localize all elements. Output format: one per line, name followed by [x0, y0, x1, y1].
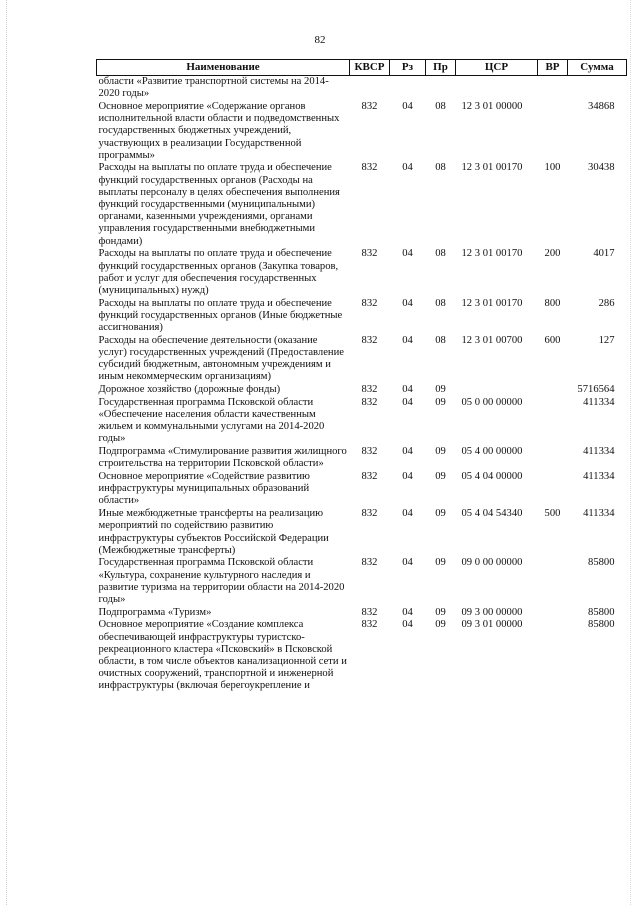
row-csr-cell: 05 4 04 54340 — [461, 508, 523, 520]
row-sum-cell: 85800 — [588, 606, 615, 618]
scan-right-edge — [630, 0, 632, 905]
table-row — [97, 101, 627, 163]
row-name-cell: Дорожное хозяйство (дорожные фонды) — [98, 384, 281, 396]
row-sum-cell: 411334 — [583, 471, 615, 482]
table-row — [97, 76, 627, 101]
row-kvsr-cell: 832 — [361, 446, 378, 458]
row-csr-cell: 12 3 01 00000 — [461, 100, 523, 112]
row-kvsr-cell — [350, 76, 390, 101]
row-kvsr-cell: 832 — [361, 396, 378, 408]
row-kvsr-cell: 832 — [361, 471, 378, 482]
row-csr-cell: 09 3 01 00000 — [461, 619, 523, 631]
row-sum-cell — [568, 76, 627, 101]
row-csr-cell: 12 3 01 00170 — [461, 297, 523, 309]
table-body — [97, 76, 627, 694]
row-kvsr-cell: 832 — [361, 248, 378, 260]
row-kvsr-cell: 832 — [361, 619, 378, 631]
row-sum-cell: 411334 — [583, 446, 615, 458]
row-pr-cell: 09 — [435, 508, 446, 520]
table-row — [97, 508, 627, 557]
row-sum-cell: 411334 — [583, 508, 615, 520]
row-name-cell: Основное мероприятие «Содействие развитию инфраструктуры муниципальных образований области» — [98, 471, 310, 507]
row-name-cell: области «Развитие транспортной системы на 2014-2020 годы» — [98, 76, 329, 100]
table-row — [97, 335, 627, 384]
row-name-cell: Подпрограмма «Туризм» — [98, 606, 212, 618]
row-rz-cell: 04 — [402, 471, 413, 482]
row-pr-cell: 08 — [435, 334, 446, 346]
row-rz-cell: 04 — [402, 297, 413, 309]
row-sum-cell: 34868 — [588, 100, 615, 112]
row-vr-cell: 800 — [544, 297, 561, 309]
table-row — [97, 557, 627, 606]
row-name-cell: Расходы на обеспечение деятельности (оказание услуг) государственных учреждений (Предоставление субсидий бюджетным, автономным учреждениям и иным некоммерческим организациям) — [98, 334, 344, 383]
table-row — [97, 384, 627, 397]
row-vr-cell: 200 — [544, 248, 561, 260]
row-kvsr-cell: 832 — [361, 297, 378, 309]
row-vr-cell: 600 — [544, 334, 561, 346]
row-name-cell: Расходы на выплаты по оплате труда и обеспечение функций государственных органов (Закупка товаров, работ и услуг для обеспечения государственных (муниципальных) нужд) — [98, 248, 339, 296]
row-pr-cell: 09 — [435, 471, 446, 482]
row-vr-cell — [538, 397, 568, 446]
header-name: Наименование — [97, 60, 350, 76]
row-rz-cell: 04 — [402, 334, 413, 346]
row-kvsr-cell: 832 — [361, 557, 378, 569]
row-csr-cell: 12 3 01 00700 — [461, 334, 523, 346]
row-pr-cell: 09 — [435, 619, 446, 631]
row-csr-cell: 05 0 00 00000 — [461, 396, 523, 408]
row-rz-cell: 04 — [402, 619, 413, 631]
row-csr-cell — [456, 384, 538, 397]
row-rz-cell: 04 — [402, 384, 413, 396]
row-rz-cell: 04 — [402, 248, 413, 260]
row-pr-cell: 09 — [435, 446, 446, 458]
row-pr-cell: 08 — [435, 248, 446, 260]
table-row — [97, 298, 627, 335]
row-pr-cell: 09 — [435, 557, 446, 569]
row-name-cell: Государственная программа Псковской области «Культура, сохранение культурного наследия и развитие туризма на территории области на 2014-2020 годы» — [98, 557, 345, 606]
header-vr: ВР — [538, 60, 568, 76]
row-rz-cell — [390, 76, 426, 101]
row-sum-cell: 85800 — [588, 557, 615, 569]
header-csr: ЦСР — [456, 60, 538, 76]
row-vr-cell — [538, 471, 568, 508]
row-name-cell: Основное мероприятие «Создание комплекса обеспечивающей инфраструктуры туристско-рекреационного кластера «Псковский» в Псковской области, в том числе объектов канализационной сети и очистных сооружений, транспортной и инженерной инфраструктуры (включая берегоукрепление и — [98, 619, 347, 692]
row-pr-cell: 08 — [435, 162, 446, 174]
table-row — [97, 607, 627, 620]
row-pr-cell: 08 — [435, 297, 446, 309]
table-header — [97, 60, 627, 76]
row-rz-cell: 04 — [402, 162, 413, 174]
row-csr-cell: 12 3 01 00170 — [461, 248, 523, 260]
row-kvsr-cell: 832 — [361, 162, 378, 174]
budget-table — [96, 59, 627, 693]
row-sum-cell: 286 — [598, 297, 615, 309]
row-csr-cell: 05 4 00 00000 — [461, 446, 523, 458]
row-kvsr-cell: 832 — [361, 100, 378, 112]
row-vr-cell — [538, 607, 568, 620]
header-pr: Пр — [426, 60, 456, 76]
header-sum: Сумма — [568, 60, 627, 76]
row-sum-cell: 127 — [598, 334, 615, 346]
row-sum-cell: 30438 — [588, 162, 615, 174]
row-kvsr-cell: 832 — [361, 508, 378, 520]
row-pr-cell: 08 — [435, 100, 446, 112]
page-number: 82 — [314, 34, 326, 46]
row-name-cell: Государственная программа Псковской области «Обеспечение населения области качественным жильем и коммунальными услугами на 2014-2020 годы» — [98, 396, 325, 445]
table-row — [97, 248, 627, 297]
row-vr-cell — [538, 557, 568, 606]
row-rz-cell: 04 — [402, 446, 413, 458]
row-name-cell: Расходы на выплаты по оплате труда и обеспечение функций государственных органов (Расходы на выплаты персоналу в целях обеспечения выполнения функций государственными (муниципальными) органами, казенными учреждениями, органами управления государственными внебюджетными фондами) — [98, 162, 340, 247]
row-name-cell: Расходы на выплаты по оплате труда и обеспечение функций государственных органов (Иные бюджетные ассигнования) — [98, 297, 343, 334]
scan-left-edge — [6, 0, 8, 905]
row-sum-cell: 411334 — [583, 396, 615, 408]
table-row — [97, 397, 627, 446]
row-csr-cell: 09 0 00 00000 — [461, 557, 523, 569]
row-name-cell: Основное мероприятие «Содержание органов исполнительной власти области и подведомственных государственных бюджетных учреждений, участвующих в реализации Государственной программы» — [98, 100, 340, 161]
row-pr-cell — [426, 76, 456, 101]
row-rz-cell: 04 — [402, 100, 413, 112]
row-vr-cell — [538, 76, 568, 101]
row-name-cell: Подпрограмма «Стимулирование развития жилищного строительства на территории Псковской области» — [98, 446, 347, 470]
row-csr-cell — [456, 76, 538, 101]
row-csr-cell: 09 3 00 00000 — [461, 606, 523, 618]
row-sum-cell: 4017 — [593, 248, 615, 260]
row-vr-cell — [538, 446, 568, 471]
row-csr-cell: 12 3 01 00170 — [461, 162, 523, 174]
row-name-cell: Иные межбюджетные трансферты на реализацию мероприятий по содействию развитию инфраструктуры субъектов Российской Федерации (Межбюджетные трансферты) — [98, 508, 329, 556]
table-row — [97, 162, 627, 248]
row-kvsr-cell: 832 — [361, 606, 378, 618]
table-row — [97, 471, 627, 508]
row-rz-cell: 04 — [402, 606, 413, 618]
row-pr-cell: 09 — [435, 396, 446, 408]
table-row — [97, 446, 627, 471]
row-rz-cell: 04 — [402, 396, 413, 408]
row-vr-cell — [538, 101, 568, 163]
row-csr-cell: 05 4 04 00000 — [461, 471, 523, 482]
row-kvsr-cell: 832 — [361, 384, 378, 396]
row-rz-cell: 04 — [402, 557, 413, 569]
row-kvsr-cell: 832 — [361, 334, 378, 346]
row-pr-cell: 09 — [435, 606, 446, 618]
row-vr-cell — [538, 384, 568, 397]
row-vr-cell — [538, 619, 568, 693]
row-vr-cell: 100 — [544, 162, 561, 174]
row-pr-cell: 09 — [435, 384, 446, 396]
row-sum-cell: 85800 — [588, 619, 615, 631]
header-rz: Рз — [390, 60, 426, 76]
header-kvsr: КВСР — [350, 60, 390, 76]
table-row — [97, 619, 627, 693]
row-vr-cell: 500 — [544, 508, 561, 520]
row-sum-cell: 5716564 — [577, 384, 615, 396]
row-rz-cell: 04 — [402, 508, 413, 520]
